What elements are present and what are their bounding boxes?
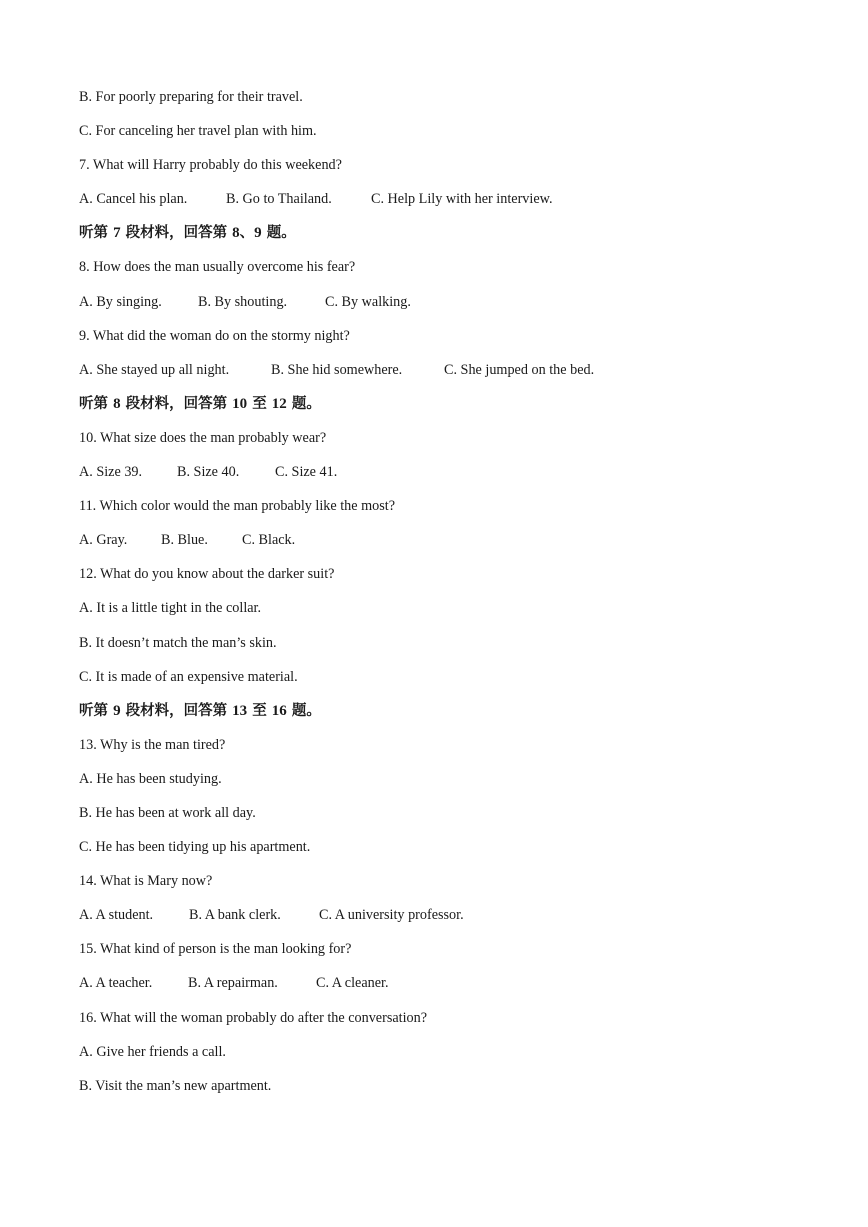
option-line: A. He has been studying. bbox=[79, 770, 222, 787]
question-7: 7. What will Harry probably do this weekend? bbox=[79, 157, 342, 174]
question-8: 8. How does the man usually overcome his fear? bbox=[79, 259, 356, 276]
option-line: B. Visit the man’s new apartment. bbox=[79, 1077, 272, 1094]
option-line: B. He has been at work all day. bbox=[79, 804, 256, 821]
heading-text: 段材料，回答第 bbox=[120, 225, 233, 242]
option: B. A repairman. bbox=[188, 975, 278, 992]
heading-number: 9 bbox=[254, 225, 262, 242]
question-14: 14. What is Mary now? bbox=[79, 873, 213, 890]
section-heading-8 bbox=[79, 391, 799, 425]
option: B. Go to Thailand. bbox=[226, 191, 332, 208]
heading-text: 至 bbox=[247, 702, 272, 719]
option-line: A. Give her friends a call. bbox=[79, 1043, 226, 1060]
heading-number: 8 bbox=[113, 395, 121, 412]
heading-text: 听第 bbox=[79, 702, 114, 719]
option-line: C. It is made of an expensive material. bbox=[79, 668, 298, 685]
option: A. A teacher. bbox=[79, 975, 153, 992]
heading-text: 题。 bbox=[261, 225, 296, 242]
options-q15 bbox=[79, 970, 799, 1004]
heading-text: 、 bbox=[239, 225, 255, 242]
option: B. By shouting. bbox=[198, 293, 288, 310]
heading-text: 至 bbox=[247, 395, 272, 412]
option: B. She hid somewhere. bbox=[271, 361, 403, 378]
option: A. A student. bbox=[79, 907, 154, 924]
heading-text: 听第 bbox=[79, 395, 114, 412]
option: B. A bank clerk. bbox=[189, 907, 281, 924]
option: C. Size 41. bbox=[275, 464, 338, 481]
options-q11 bbox=[79, 527, 799, 561]
question-15: 15. What kind of person is the man looking for? bbox=[79, 941, 352, 958]
question-12: 12. What do you know about the darker suit? bbox=[79, 566, 335, 583]
option: A. Gray. bbox=[79, 532, 128, 549]
options-q9 bbox=[79, 357, 799, 391]
heading-number: 16 bbox=[271, 702, 287, 719]
heading-text: 听第 bbox=[79, 225, 114, 242]
heading-number: 12 bbox=[271, 395, 287, 412]
option-line: A. It is a little tight in the collar. bbox=[79, 600, 262, 617]
options-q10 bbox=[79, 459, 799, 493]
option-line: B. It doesn’t match the man’s skin. bbox=[79, 634, 277, 651]
question-13: 13. Why is the man tired? bbox=[79, 736, 226, 753]
heading-number: 8 bbox=[232, 225, 240, 242]
options-q14 bbox=[79, 902, 799, 936]
heading-number: 7 bbox=[113, 225, 121, 242]
option-line: C. He has been tidying up his apartment. bbox=[79, 839, 311, 856]
option: C. A university professor. bbox=[319, 907, 464, 924]
option: A. She stayed up all night. bbox=[79, 361, 230, 378]
option: C. By walking. bbox=[325, 293, 411, 310]
heading-text: 段材料，回答第 bbox=[120, 702, 233, 719]
option: C. A cleaner. bbox=[316, 975, 389, 992]
question-16: 16. What will the woman probably do after the conversation? bbox=[79, 1009, 428, 1026]
heading-text: 段材料，回答第 bbox=[120, 395, 233, 412]
question-10: 10. What size does the man probably wear? bbox=[79, 429, 327, 446]
section-heading-9 bbox=[79, 698, 799, 732]
heading-text: 题。 bbox=[286, 702, 321, 719]
option: B. Size 40. bbox=[177, 464, 240, 481]
option: A. By singing. bbox=[79, 293, 162, 310]
option: A. Cancel his plan. bbox=[79, 191, 188, 208]
option: C. Help Lily with her interview. bbox=[371, 191, 553, 208]
option: A. Size 39. bbox=[79, 464, 143, 481]
option: B. Blue. bbox=[161, 532, 208, 549]
exam-page bbox=[79, 84, 799, 1107]
option-line: B. For poorly preparing for their travel. bbox=[79, 89, 303, 105]
question-11: 11. Which color would the man probably like the most? bbox=[79, 498, 395, 515]
option: C. She jumped on the bed. bbox=[444, 361, 595, 378]
section-heading-7 bbox=[79, 220, 799, 254]
options-q8 bbox=[79, 289, 799, 323]
heading-text: 题。 bbox=[286, 395, 321, 412]
option-line: C. For canceling her travel plan with him. bbox=[79, 123, 317, 140]
heading-number: 9 bbox=[113, 702, 121, 719]
question-9: 9. What did the woman do on the stormy night? bbox=[79, 327, 350, 344]
option: C. Black. bbox=[242, 532, 296, 549]
heading-number: 13 bbox=[232, 702, 248, 719]
options-q7 bbox=[79, 186, 799, 220]
heading-number: 10 bbox=[232, 395, 248, 412]
